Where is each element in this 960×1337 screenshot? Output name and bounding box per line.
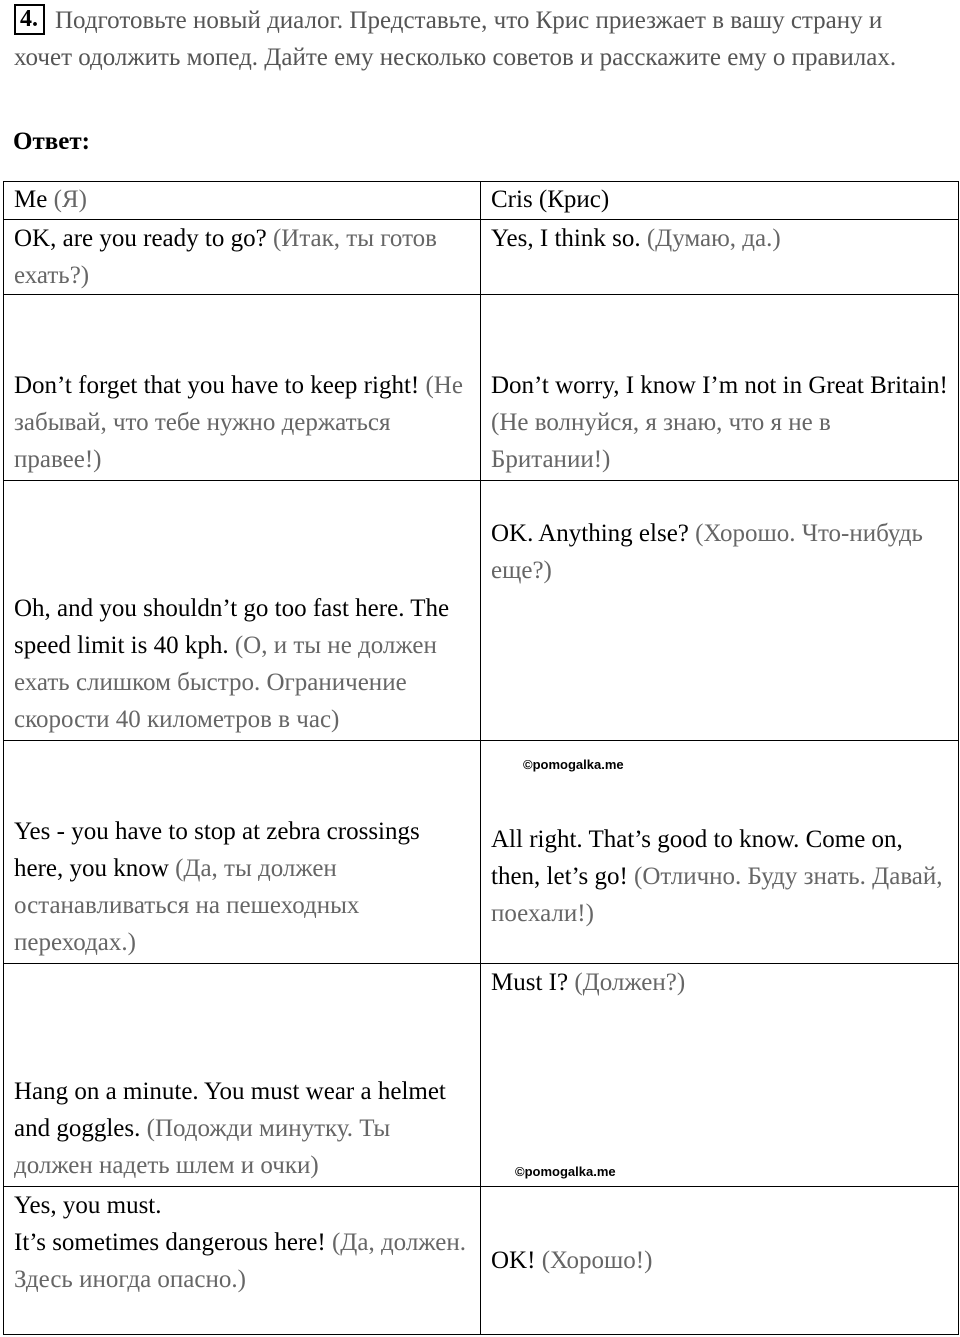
row2-me-en: Don’t forget that you have to keep right!	[14, 372, 420, 399]
row6-me-en: It’s sometimes dangerous here!	[14, 1229, 326, 1256]
row4-me-ru: (Да, ты должен останавливаться на пешеходных переходах.)	[14, 855, 360, 956]
row6-me-ru: (Да, должен. Здесь иногда опасно.)	[14, 1229, 466, 1293]
watermark: ©pomogalka.me	[515, 1164, 616, 1179]
row2-cris	[481, 295, 959, 481]
row3-me-en: Oh, and you shouldn’t go too fast here. The speed limit is 40 kph.	[14, 595, 450, 659]
row4-me-en: Yes - you have to stop at zebra crossings here, you know	[14, 818, 420, 882]
row5-cris-en: Must I?	[491, 969, 569, 996]
table-row	[4, 1187, 959, 1335]
dialog-table	[3, 181, 959, 1335]
row1-me-ru: (Итак, ты готов ехать?)	[14, 225, 437, 289]
header-me-en: Me	[14, 186, 48, 213]
table-row	[4, 481, 959, 741]
row6-cris-ru: (Хорошо!)	[541, 1247, 653, 1274]
row1-cris	[481, 220, 959, 295]
row6-me-en-line1: Yes, you must.	[14, 1192, 162, 1219]
row6-cris	[481, 1187, 959, 1335]
row1-cris-en: Yes, I think so.	[491, 225, 641, 252]
row2-cris-ru: (Не волнуйся, я знаю, что я не в Британии!)	[491, 409, 831, 473]
row5-cris-ru: (Должен?)	[574, 969, 686, 996]
header-cris	[481, 182, 959, 220]
row4-cris-ru: (Отлично. Буду знать. Давай, поехали!)	[491, 863, 943, 927]
row1-me	[4, 220, 481, 295]
row4-cris	[481, 741, 959, 964]
row6-me	[4, 1187, 481, 1335]
row3-cris-en: OK. Anything else?	[491, 520, 689, 547]
row5-cris	[481, 964, 959, 1187]
task-number: 4.	[14, 4, 45, 35]
row2-me-ru: (Не забывай, что тебе нужно держаться правее!)	[14, 372, 463, 473]
task-text: Подготовьте новый диалог. Представьте, что Крис приезжает в вашу страну и хочет одолжить мопед. Дайте ему несколько советов и расскажите ему о правилах.	[14, 7, 897, 71]
row5-me-ru: (Подожди минутку. Ты должен надеть шлем и очки)	[14, 1115, 391, 1179]
table-header-row	[4, 182, 959, 220]
row3-cris	[481, 481, 959, 741]
answer-label: Ответ:	[13, 128, 90, 155]
row5-me	[4, 964, 481, 1187]
row3-cris-ru: (Хорошо. Что-нибудь еще?)	[491, 520, 923, 584]
header-me-ru: (Я)	[53, 186, 87, 213]
row3-me	[4, 481, 481, 741]
row4-me	[4, 741, 481, 964]
row3-me-ru: (О, и ты не должен ехать слишком быстро. Ограничение скорости 40 километров в час)	[14, 632, 437, 733]
watermark: ©pomogalka.me	[523, 757, 624, 772]
row4-cris-en: All right. That’s good to know. Come on, then, let’s go!	[491, 826, 903, 890]
row2-me	[4, 295, 481, 481]
task-statement	[14, 2, 944, 76]
row5-me-en: Hang on a minute. You must wear a helmet and goggles.	[14, 1078, 446, 1142]
table-row	[4, 295, 959, 481]
table-row	[4, 220, 959, 295]
header-me	[4, 182, 481, 220]
table-row	[4, 964, 959, 1187]
row2-cris-en: Don’t worry, I know I’m not in Great Britain!	[491, 372, 948, 399]
row1-me-en: OK, are you ready to go?	[14, 225, 267, 252]
row1-cris-ru: (Думаю, да.)	[646, 225, 781, 252]
table-row	[4, 741, 959, 964]
header-cris-en: Cris (Крис)	[491, 186, 610, 213]
row6-cris-en: OK!	[491, 1247, 536, 1274]
